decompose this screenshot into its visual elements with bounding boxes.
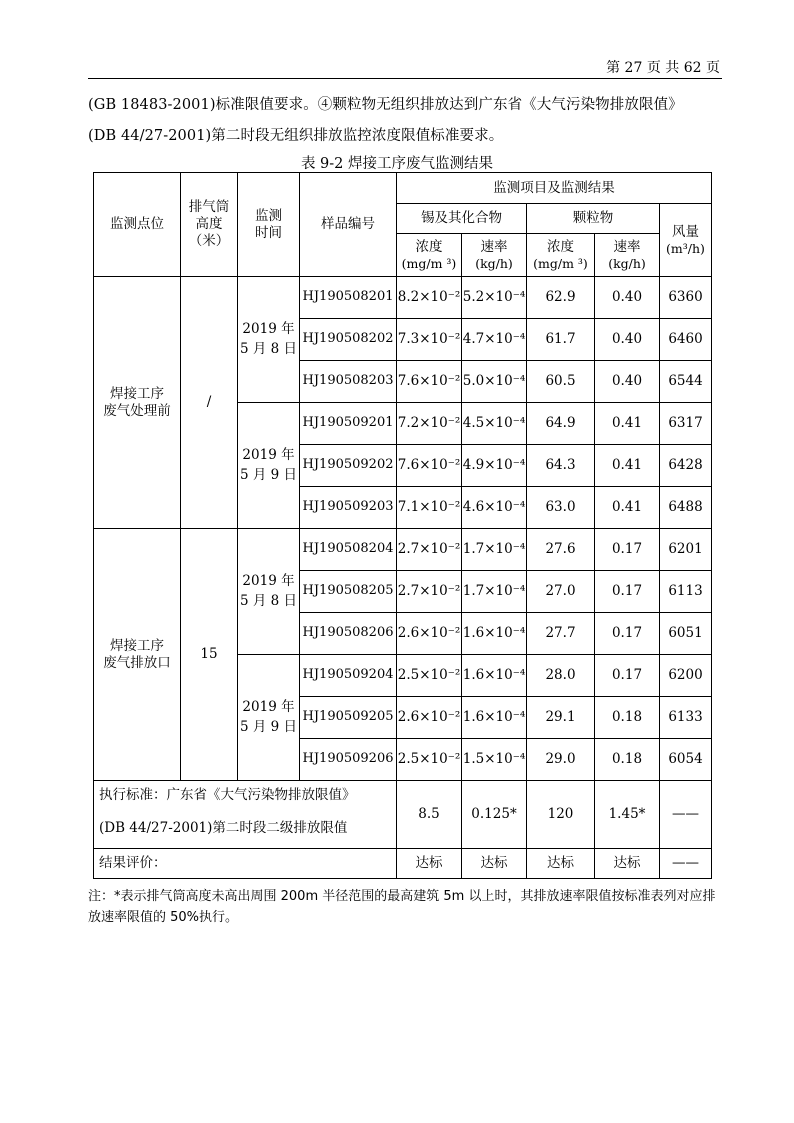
header-sample-id: 样品编号 [300,173,397,277]
tin-rate: 1.7×10⁻⁴ [462,529,527,571]
standard-tin-rate: 0.125* [462,781,527,849]
standard-label [94,781,397,849]
page-number: 第 27 页 共 62 页 [606,60,720,76]
particulate-concentration: 28.0 [527,655,595,697]
evaluation-particulate-concentration: 达标 [527,849,595,879]
tin-concentration: 2.5×10⁻² [397,655,462,697]
tin-rate: 5.0×10⁻⁴ [462,361,527,403]
particulate-concentration: 60.5 [527,361,595,403]
conc-unit: (mg/m ³) [533,255,588,271]
monitoring-date: 2019 年 5 月 8 日 [238,277,300,403]
evaluation-particulate-rate: 达标 [595,849,660,879]
particulate-concentration: 63.0 [527,487,595,529]
airflow: 6428 [660,445,712,487]
monitoring-date: 2019 年 5 月 9 日 [238,403,300,529]
header-tin-compounds: 锡及其化合物 [397,204,527,234]
evaluation-airflow: —— [660,849,712,879]
sample-id: HJ190508204 [300,529,397,571]
sample-id: HJ190508201 [300,277,397,319]
tin-concentration: 2.7×10⁻² [397,529,462,571]
particulate-rate: 0.17 [595,529,660,571]
sample-id: HJ190508205 [300,571,397,613]
standard-particulate-concentration: 120 [527,781,595,849]
particulate-concentration: 27.0 [527,571,595,613]
paragraph-line-1: (GB 18483-2001)标准限值要求。④颗粒物无组织排放达到广东省《大气污染物排放限值》 [88,97,683,113]
stack-height: 15 [181,529,238,781]
monitoring-date: 2019 年 5 月 8 日 [238,529,300,655]
tin-concentration: 7.3×10⁻² [397,319,462,361]
airflow: 6051 [660,613,712,655]
header-monitoring-time: 监测 时间 [238,173,300,277]
particulate-concentration: 62.9 [527,277,595,319]
standard-line-1: 执行标准：广东省《大气污染物排放限值》 [99,787,356,803]
tin-concentration: 7.6×10⁻² [397,361,462,403]
evaluation-label: 结果评价： [94,849,397,879]
airflow: 6200 [660,655,712,697]
airflow-label: 风量 [672,223,699,240]
particulate-rate: 0.18 [595,739,660,781]
airflow: 6360 [660,277,712,319]
airflow: 6544 [660,361,712,403]
particulate-rate: 0.40 [595,277,660,319]
tin-concentration: 2.6×10⁻² [397,613,462,655]
table-caption: 表 9-2 焊接工序废气监测结果 [300,156,494,172]
paragraph-line-2: (DB 44/27-2001)第二时段无组织排放监控浓度限值标准要求。 [88,128,504,144]
tin-concentration: 2.7×10⁻² [397,571,462,613]
tin-rate: 1.6×10⁻⁴ [462,655,527,697]
particulate-concentration: 61.7 [527,319,595,361]
sample-id: HJ190509205 [300,697,397,739]
particulate-rate: 0.41 [595,403,660,445]
airflow: 6054 [660,739,712,781]
rate-unit: (kg/h) [475,255,513,271]
stack-height: / [181,277,238,529]
particulate-rate: 0.41 [595,445,660,487]
standard-line-2: (DB 44/27-2001)第二时段二级排放限值 [99,819,348,836]
tin-rate: 1.6×10⁻⁴ [462,697,527,739]
airflow: 6488 [660,487,712,529]
tin-concentration: 2.6×10⁻² [397,697,462,739]
rate-label: 速率 [613,238,641,255]
table-row [94,529,712,571]
header-stack-height: 排气筒 高度 （米） [181,173,238,277]
rate-label: 速率 [480,238,508,255]
header-monitoring-results: 监测项目及监测结果 [397,173,712,204]
tin-concentration: 7.1×10⁻² [397,487,462,529]
header-tin-concentration [397,234,462,277]
particulate-rate: 0.40 [595,361,660,403]
airflow: 6201 [660,529,712,571]
particulate-rate: 0.17 [595,655,660,697]
particulate-concentration: 29.0 [527,739,595,781]
tin-rate: 4.9×10⁻⁴ [462,445,527,487]
sample-id: HJ190508203 [300,361,397,403]
sample-id: HJ190509204 [300,655,397,697]
tin-rate: 5.2×10⁻⁴ [462,277,527,319]
header-particulate-concentration [527,234,595,277]
particulate-concentration: 64.3 [527,445,595,487]
monitoring-location: 焊接工序 废气排放口 [94,529,181,781]
header-location: 监测点位 [94,173,181,277]
tin-concentration: 2.5×10⁻² [397,739,462,781]
sample-id: HJ190508202 [300,319,397,361]
particulate-rate: 0.40 [595,319,660,361]
monitoring-results-table [93,172,712,879]
standard-airflow: —— [660,781,712,849]
tin-concentration: 7.6×10⁻² [397,445,462,487]
monitoring-date: 2019 年 5 月 9 日 [238,655,300,781]
tin-concentration: 7.2×10⁻² [397,403,462,445]
tin-rate: 4.6×10⁻⁴ [462,487,527,529]
conc-label: 浓度 [415,238,443,255]
tin-rate: 4.7×10⁻⁴ [462,319,527,361]
sample-id: HJ190509206 [300,739,397,781]
evaluation-tin-rate: 达标 [462,849,527,879]
header-particulate-rate [595,234,660,277]
sample-id: HJ190509202 [300,445,397,487]
particulate-rate: 0.18 [595,697,660,739]
evaluation-tin-concentration: 达标 [397,849,462,879]
particulate-rate: 0.17 [595,613,660,655]
standard-tin-concentration: 8.5 [397,781,462,849]
particulate-concentration: 29.1 [527,697,595,739]
sample-id: HJ190509201 [300,403,397,445]
page-header [88,54,722,79]
particulate-rate: 0.17 [595,571,660,613]
particulate-concentration: 64.9 [527,403,595,445]
header-airflow [660,204,712,277]
conc-unit: (mg/m ³) [401,255,457,271]
particulate-concentration: 27.7 [527,613,595,655]
airflow: 6133 [660,697,712,739]
sample-id: HJ190509203 [300,487,397,529]
tin-concentration: 8.2×10⁻² [397,277,462,319]
airflow: 6317 [660,403,712,445]
airflow-unit: (m³/h) [666,240,705,256]
particulate-rate: 0.41 [595,487,660,529]
tin-rate: 1.5×10⁻⁴ [462,739,527,781]
airflow: 6113 [660,571,712,613]
table-body [94,277,712,781]
standard-particulate-rate: 1.45* [595,781,660,849]
tin-rate: 1.7×10⁻⁴ [462,571,527,613]
sample-id: HJ190508206 [300,613,397,655]
tin-rate: 1.6×10⁻⁴ [462,613,527,655]
rate-unit: (kg/h) [608,255,646,271]
particulate-concentration: 27.6 [527,529,595,571]
header-tin-rate [462,234,527,277]
tin-rate: 4.5×10⁻⁴ [462,403,527,445]
footnote: 注：*表示排气筒高度未高出周围 200m 半径范围的最高建筑 5m 以上时，其排放速率限值按标准表列对应排放速率限值的 50%执行。 [88,889,716,925]
header-particulate: 颗粒物 [527,204,660,234]
table-row [94,277,712,319]
monitoring-location: 焊接工序 废气处理前 [94,277,181,529]
conc-label: 浓度 [547,238,574,255]
airflow: 6460 [660,319,712,361]
